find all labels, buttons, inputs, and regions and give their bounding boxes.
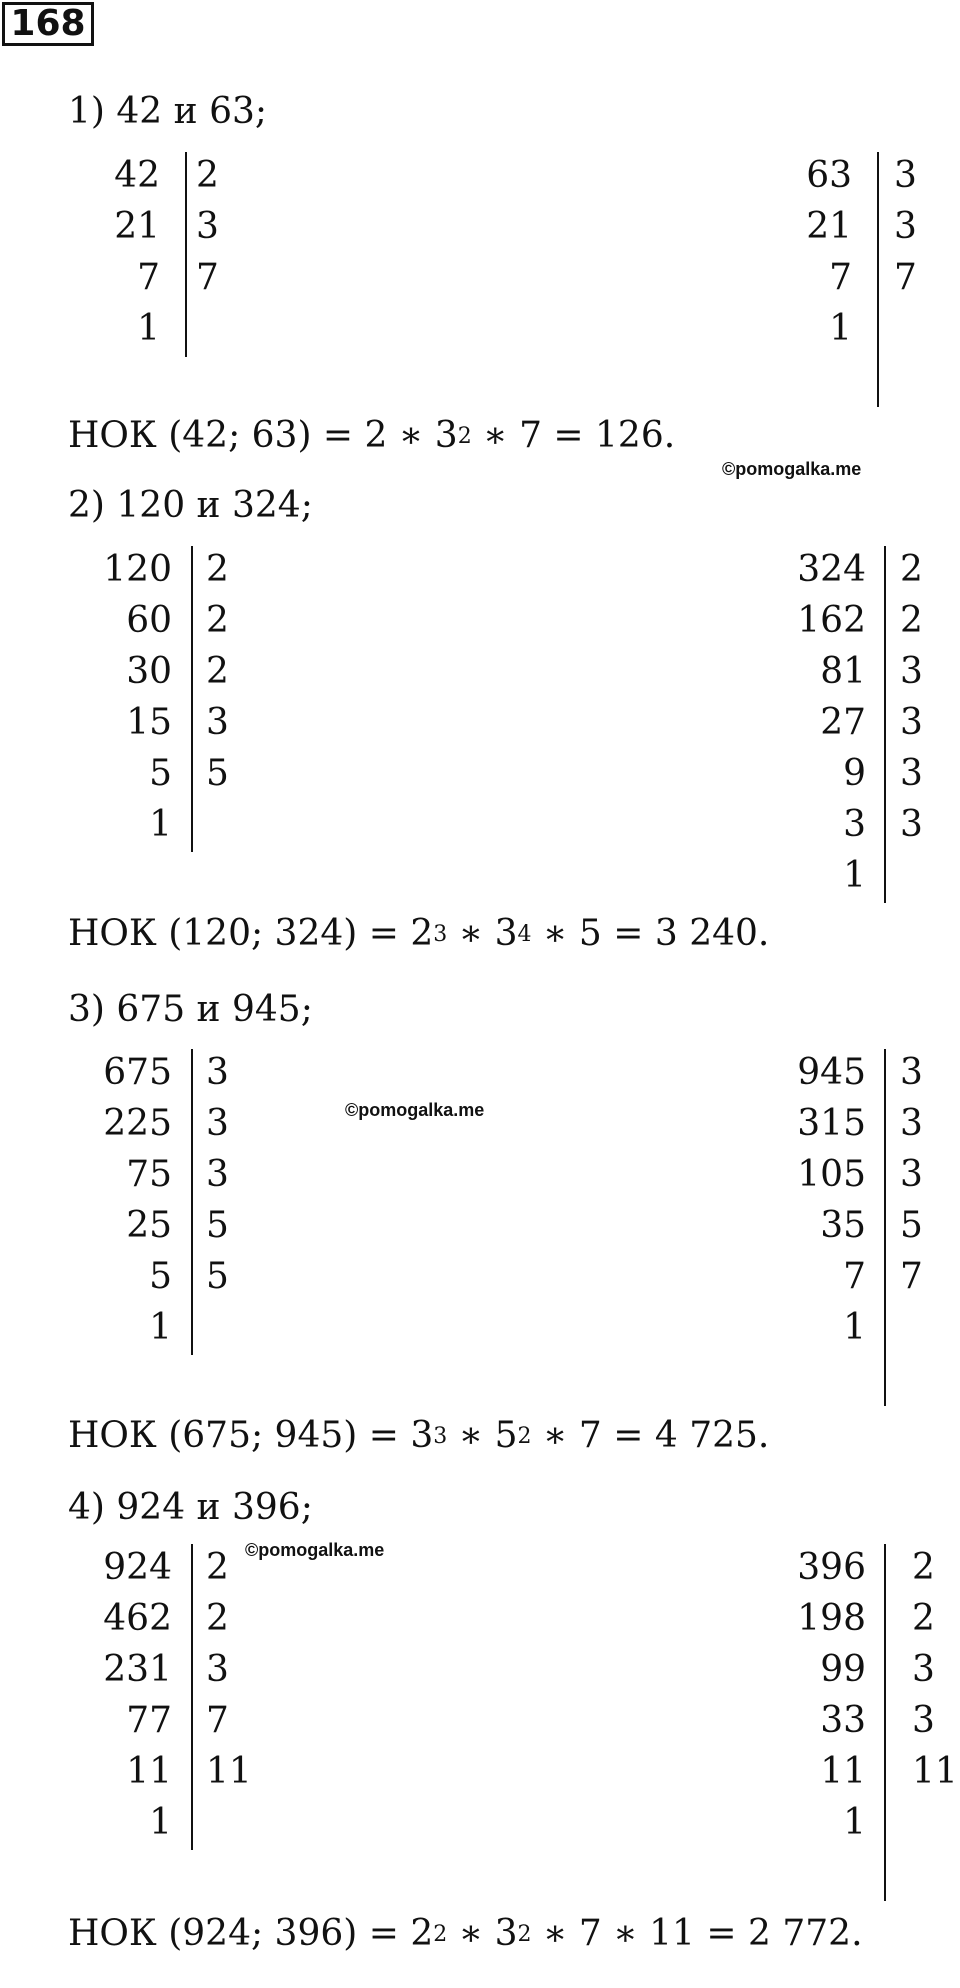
- factorization-number: 5: [149, 753, 172, 794]
- factorization-number: 120: [103, 549, 172, 590]
- factorization-number: 105: [797, 1154, 866, 1195]
- division-line: [191, 1049, 193, 1355]
- problem-number-badge: 168: [2, 2, 94, 46]
- result-text: ∗ 7 = 126.: [471, 415, 676, 456]
- prime-factor: 5: [206, 1256, 229, 1297]
- factorization-number: 198: [797, 1598, 866, 1639]
- factorization-number: 1: [843, 1307, 866, 1348]
- exponent: 2: [457, 424, 472, 449]
- factorization-number: 7: [137, 257, 160, 298]
- result-text: НОК (120; 324) = 2: [68, 913, 434, 954]
- factorization-number: 15: [126, 702, 172, 743]
- division-line: [884, 546, 886, 903]
- result-text: ∗ 3: [447, 913, 518, 954]
- prime-factor: 5: [206, 1205, 229, 1246]
- result-text: ∗ 3: [447, 1913, 518, 1954]
- factorization-number: 63: [806, 155, 852, 196]
- factorization-number: 1: [843, 855, 866, 896]
- prime-factor: 2: [912, 1547, 935, 1588]
- section-heading: 3) 675 и 945;: [68, 989, 313, 1030]
- prime-factor: 2: [912, 1598, 935, 1639]
- factorization-number: 924: [103, 1547, 172, 1588]
- prime-factor: 2: [206, 1598, 229, 1639]
- section-heading: 1) 42 и 63;: [68, 91, 268, 132]
- division-line: [185, 152, 187, 357]
- result-text: ∗ 5 = 3 240.: [531, 913, 770, 954]
- result-text: ∗ 7 ∗ 11 = 2 772.: [531, 1913, 863, 1954]
- prime-factor: 7: [206, 1700, 229, 1741]
- factorization-number: 1: [149, 804, 172, 845]
- section-heading: 2) 120 и 324;: [68, 485, 313, 526]
- factorization-number: 945: [797, 1052, 866, 1093]
- factorization-number: 27: [820, 702, 866, 743]
- prime-factor: 3: [900, 804, 923, 845]
- prime-factor: 7: [196, 257, 219, 298]
- prime-factor: 3: [900, 651, 923, 692]
- lcm-result: [68, 912, 769, 961]
- prime-factor: 3: [196, 206, 219, 247]
- prime-factor: 3: [900, 1103, 923, 1144]
- result-text: ∗ 7 = 4 725.: [531, 1415, 770, 1456]
- watermark: ©pomogalka.me: [345, 1100, 485, 1120]
- factorization-number: 3: [843, 804, 866, 845]
- factorization-number: 75: [126, 1154, 172, 1195]
- prime-factor: 2: [206, 1547, 229, 1588]
- prime-factor: 3: [912, 1649, 935, 1690]
- factorization-number: 315: [797, 1103, 866, 1144]
- prime-factor: 2: [900, 600, 923, 641]
- prime-factor: 7: [894, 257, 917, 298]
- factorization-number: 30: [126, 651, 172, 692]
- prime-factor: 3: [206, 702, 229, 743]
- prime-factor: 5: [206, 753, 229, 794]
- result-text: НОК (924; 396) = 2: [68, 1913, 434, 1954]
- result-text: НОК (675; 945) = 3: [68, 1415, 434, 1456]
- factorization-number: 81: [820, 651, 866, 692]
- factorization-number: 1: [829, 308, 852, 349]
- prime-factor: 2: [196, 155, 219, 196]
- division-line: [884, 1049, 886, 1406]
- factorization-number: 99: [820, 1649, 866, 1690]
- lcm-result: [68, 414, 675, 463]
- exponent: 2: [517, 1424, 532, 1449]
- factorization-number: 21: [806, 206, 852, 247]
- section-heading: 4) 924 и 396;: [68, 1487, 313, 1528]
- factorization-number: 1: [149, 1307, 172, 1348]
- factorization-number: 33: [820, 1700, 866, 1741]
- exponent: 4: [517, 922, 532, 947]
- factorization-number: 396: [797, 1547, 866, 1588]
- exponent: 3: [433, 1424, 448, 1449]
- prime-factor: 3: [206, 1052, 229, 1093]
- division-line: [884, 1544, 886, 1901]
- factorization-number: 162: [797, 600, 866, 641]
- prime-factor: 5: [900, 1205, 923, 1246]
- prime-factor: 11: [206, 1751, 252, 1792]
- factorization-number: 1: [137, 308, 160, 349]
- factorization-number: 42: [114, 155, 160, 196]
- prime-factor: 3: [894, 206, 917, 247]
- watermark: ©pomogalka.me: [722, 459, 862, 479]
- exponent: 2: [433, 1922, 448, 1947]
- result-text: ∗ 5: [447, 1415, 518, 1456]
- prime-factor: 3: [206, 1154, 229, 1195]
- prime-factor: 3: [900, 1154, 923, 1195]
- factorization-number: 675: [103, 1052, 172, 1093]
- division-line: [191, 1544, 193, 1850]
- prime-factor: 2: [206, 651, 229, 692]
- prime-factor: 3: [912, 1700, 935, 1741]
- factorization-number: 7: [829, 257, 852, 298]
- prime-factor: 2: [206, 549, 229, 590]
- factorization-number: 11: [126, 1751, 172, 1792]
- factorization-number: 324: [797, 549, 866, 590]
- factorization-number: 35: [820, 1205, 866, 1246]
- factorization-number: 11: [820, 1751, 866, 1792]
- prime-factor: 2: [900, 549, 923, 590]
- lcm-result: [68, 1912, 863, 1961]
- factorization-number: 5: [149, 1256, 172, 1297]
- result-text: НОК (42; 63) = 2 ∗ 3: [68, 415, 458, 456]
- prime-factor: 3: [206, 1103, 229, 1144]
- watermark: ©pomogalka.me: [245, 1540, 385, 1560]
- prime-factor: 2: [206, 600, 229, 641]
- lcm-result: [68, 1414, 769, 1463]
- exponent: 2: [517, 1922, 532, 1947]
- factorization-number: 7: [843, 1256, 866, 1297]
- prime-factor: 3: [900, 1052, 923, 1093]
- prime-factor: 7: [900, 1256, 923, 1297]
- exponent: 3: [433, 922, 448, 947]
- factorization-number: 225: [103, 1103, 172, 1144]
- factorization-number: 21: [114, 206, 160, 247]
- prime-factor: 11: [912, 1751, 958, 1792]
- division-line: [877, 152, 879, 407]
- factorization-number: 77: [126, 1700, 172, 1741]
- factorization-number: 9: [843, 753, 866, 794]
- factorization-number: 25: [126, 1205, 172, 1246]
- division-line: [191, 546, 193, 852]
- prime-factor: 3: [894, 155, 917, 196]
- prime-factor: 3: [900, 702, 923, 743]
- factorization-number: 462: [103, 1598, 172, 1639]
- prime-factor: 3: [900, 753, 923, 794]
- prime-factor: 3: [206, 1649, 229, 1690]
- factorization-number: 1: [149, 1802, 172, 1843]
- factorization-number: 1: [843, 1802, 866, 1843]
- factorization-number: 60: [126, 600, 172, 641]
- factorization-number: 231: [103, 1649, 172, 1690]
